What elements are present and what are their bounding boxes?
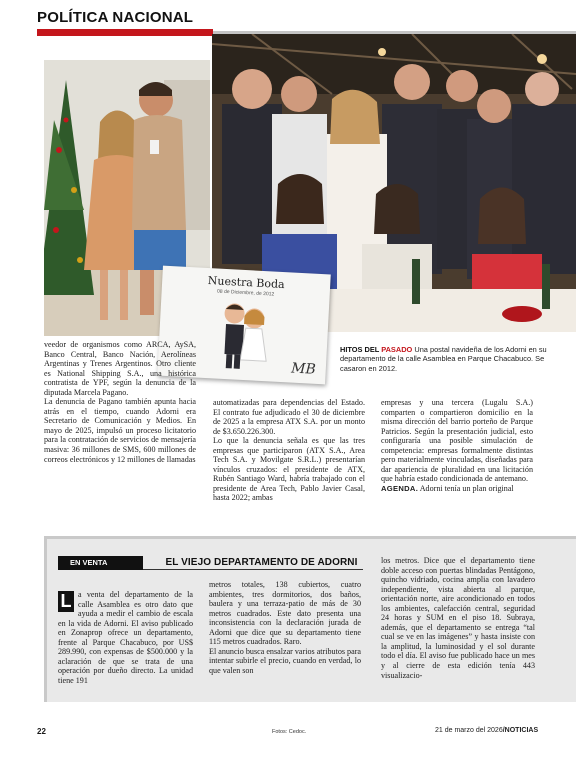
box-tag: EN VENTA: [58, 556, 143, 570]
article-paragraph: La denuncia de Pagano también apunta hacia atrás en el tiempo, cuando Adorni era Secretario de Comunicación y Medios. En mayo de 2025, impulsó un proceso licitatorio para la contratación de servicios de mensajería masiva: 36 millones de SMS, 600 millones de correos electrónicos y 12 millones de llamadas: [44, 397, 196, 464]
photo-caption: [340, 345, 572, 373]
article-paragraph: veedor de organismos como ARCA, AySA, Banco Central, Banco Nación, Aerolíneas Argentinas y Trenes Argentinos. Otro cliente es National Shipping S.A., una histórica contratista de YPF, según la denuncia de la diputada Marcela Pagano.: [44, 340, 196, 397]
postcard-title: Nuestra Boda: [207, 274, 285, 292]
box-paragraph: L a venta del departamento de la calle Asamblea es otro dato que ayuda a medir el cambio de escala en la vida de Adorni. El aviso publicado en Zonaprop ofrece un departamento, frente al Parque Chacabuco, por US$ 289.990, con expensas de $500.000 y la aclaración de que se trata de una operación por dueño directo. La unidad tiene 191: [58, 590, 193, 685]
section-title: POLÍTICA NACIONAL: [37, 9, 194, 26]
issue-info: [435, 727, 538, 734]
article-paragraph: AGENDA. Adorni tenía un plan original: [381, 483, 514, 493]
box-paragraph: los metros. Dice que el departamento tiene doble acceso con puertas blindadas Pentágono, quincho vidriado, cocina amplia con lavadero independiente, vista abierta al parque, orientación norte, aire acondicionado en todos los ambientes, calefacción central, seguridad 24 horas y SUM en el piso 18. Subraya, además, que el departamento se entrega “tal cual se ve en las imágenes” y hasta insiste con la amplitud, la luminosidad y el sol durante todo el día. El aviso fue publicado hace un mes y al cierre de esta edición tenía 443 visualizacio-: [381, 556, 535, 680]
magazine-brand: /NOTICIAS: [502, 727, 539, 734]
article-paragraph: empresas y una tercera (Lugalu S.A.) comparten o compartieron domicilio en la misma dirección del barrio porteño de Parque Patricios. Según la presentación judicial, esto configuraría una posible simulación de competencia: empresas formalmente distintas pero materialmente vinculadas, diseñadas para dar apariencia de pluralidad en una licitación que habría estado condicionada de antemano.: [381, 398, 533, 484]
article-paragraph: automatizadas para dependencias del Estado. El contrato fue adjudicado el 30 de diciembre de 2025 a la empresa ATX S.A. por un monto de $3.650.226.300.: [213, 398, 365, 436]
caption-label: HITOS DEL PASADO: [340, 345, 413, 354]
box-title-rule: [143, 569, 363, 570]
caption-text: Una postal navideña de los Adorni en su departamento de la calle Asamblea en Parque Chacabuco. Se casaron en 2012.: [340, 345, 547, 373]
subhead-agenda: AGENDA.: [381, 483, 419, 493]
article-column-2: [213, 398, 365, 503]
page-number: 22: [37, 727, 46, 736]
box-column-3: [381, 556, 535, 680]
photo-credit: Fotos: Cedoc.: [272, 729, 307, 735]
box-column-1: [58, 590, 193, 685]
postcard-monogram: MB: [290, 360, 317, 378]
box-title: EL VIEJO DEPARTAMENTO DE ADORNI: [165, 557, 358, 568]
article-column-3: [381, 398, 533, 493]
article-column-1: [44, 340, 196, 464]
box-paragraph: metros totales, 138 cubiertos, cuatro ambientes, tres dormitorios, dos baños, baulera y una terraza-patio de más de 30 metros cuadrados. Este dato presenta una inconsistencia con la declaración jurada de Adorni que dice que su departamento tiene 115 metros cuadrados. Raro.: [209, 580, 361, 647]
drop-cap: L: [58, 591, 74, 612]
box-column-2: [209, 580, 361, 675]
caricature-illustration: [212, 296, 276, 373]
postcard-date: 08 de Diciembre, de 2012: [216, 288, 275, 298]
box-paragraph: El anuncio busca ensalzar varios atributos para intentar subirle el precio, cuando en verdad, lo que valen son: [209, 646, 361, 675]
article-paragraph: Lo que la denuncia señala es que las tres empresas que participaron (ATX S.A., Area Tech S.A. y Movilgate S.R.L.) presentarían vínculos cruzados: el presidente de ATX, Rubén Santiago Ward, habría trabajado con el presidente de Area Tech, Pablo Javier Casal, hasta 2022; ambas: [213, 436, 365, 503]
issue-date: 21 de marzo del 2026: [435, 727, 503, 734]
section-rule-red: [37, 29, 213, 36]
